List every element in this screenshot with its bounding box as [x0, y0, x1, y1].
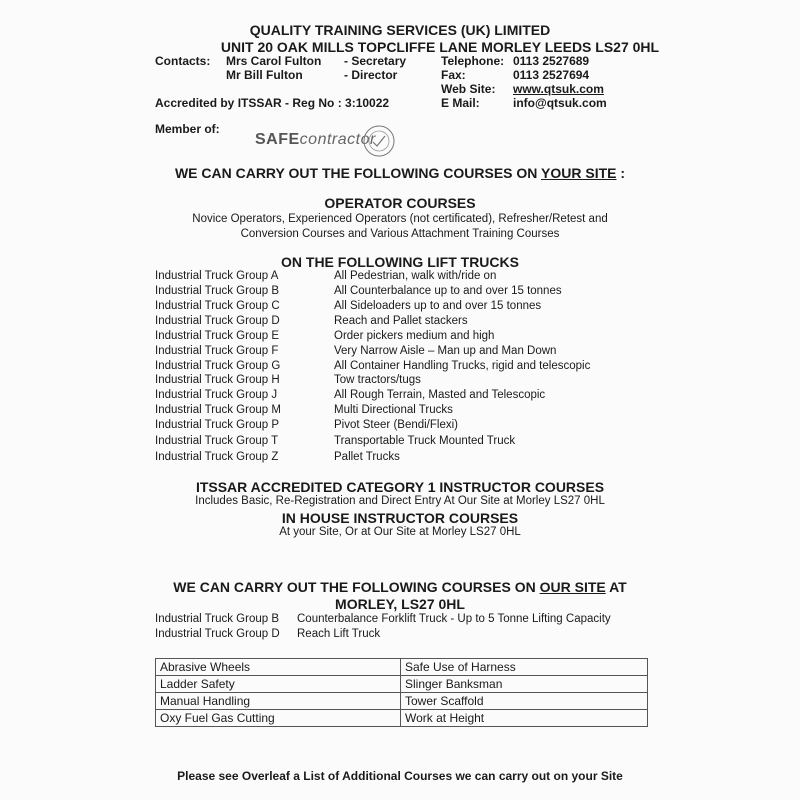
truck-group-name: Industrial Truck Group M [155, 404, 281, 416]
table-row [156, 693, 648, 710]
inhouse-courses-line: At your Site, Or at Our Site at Morley LS27 0HL [279, 526, 521, 538]
telephone-value: 0113 2527689 [513, 54, 590, 68]
itssar-courses-line: Includes Basic, Re-Registration and Direct Entry At Our Site at Morley LS27 0HL [195, 495, 605, 507]
our-site-group-name: Industrial Truck Group B [155, 613, 279, 625]
fax-label: Fax: [441, 68, 466, 82]
truck-group-desc: Order pickers medium and high [334, 330, 495, 342]
company-name: QUALITY TRAINING SERVICES (UK) LIMITED [249, 22, 551, 38]
truck-group-desc: All Rough Terrain, Masted and Telescopic [334, 389, 546, 401]
truck-group-desc: Transportable Truck Mounted Truck [334, 435, 516, 447]
table-row [156, 710, 648, 727]
safecontractor-logo-b: contractor [299, 131, 376, 148]
accreditation: Accredited by ITSSAR - Reg No : 3:10022 [155, 96, 390, 110]
fax-value: 0113 2527694 [513, 68, 590, 82]
contact-role-2: - Director [344, 68, 398, 82]
table-cell: Ladder Safety [156, 676, 401, 693]
contact-role-1: - Secretary [344, 54, 407, 68]
truck-group-desc: Pivot Steer (Bendi/Flexi) [334, 419, 458, 431]
truck-group-name: Industrial Truck Group B [155, 285, 279, 297]
telephone-label: Telephone: [441, 54, 505, 68]
contact-name-1: Mrs Carol Fulton [226, 54, 322, 68]
operator-courses-line2: Conversion Courses and Various Attachment Training Courses [240, 228, 560, 240]
email-label: E Mail: [441, 96, 480, 110]
truck-group-name: Industrial Truck Group Z [155, 451, 279, 463]
truck-group-name: Industrial Truck Group C [155, 300, 280, 312]
table-cell: Manual Handling [156, 693, 401, 710]
table-row [156, 676, 648, 693]
truck-group-desc: All Sideloaders up to and over 15 tonnes [334, 300, 542, 312]
truck-group-name: Industrial Truck Group T [155, 435, 279, 447]
itssar-courses-title: ITSSAR ACCREDITED CATEGORY 1 INSTRUCTOR COURSES [195, 479, 605, 495]
table-cell: Slinger Banksman [401, 676, 648, 693]
truck-group-desc: Reach and Pallet stackers [334, 315, 468, 327]
contact-name-2: Mr Bill Fulton [226, 68, 303, 82]
our-site-heading-line2: MORLEY, LS27 0HL [335, 596, 465, 612]
safecontractor-logo-a: SAFE [255, 131, 300, 148]
email-value[interactable]: info@qtsuk.com [513, 96, 607, 110]
truck-group-desc: Tow tractors/tugs [334, 374, 421, 386]
truck-group-desc: All Container Handling Trucks, rigid and telescopic [334, 360, 591, 372]
accreditation-seal-icon [362, 124, 396, 158]
our-site-group-desc: Counterbalance Forklift Truck - Up to 5 Tonne Lifting Capacity [297, 613, 611, 625]
truck-group-name: Industrial Truck Group A [155, 270, 279, 282]
table-cell: Oxy Fuel Gas Cutting [156, 710, 401, 727]
our-site-heading: WE CAN CARRY OUT THE FOLLOWING COURSES ON OUR SITE AT [173, 579, 627, 595]
table-cell: Safe Use of Harness [401, 659, 648, 676]
lift-trucks-title: ON THE FOLLOWING LIFT TRUCKS [281, 254, 519, 270]
website-link[interactable]: www.qtsuk.com [513, 82, 604, 96]
contacts-label: Contacts: [155, 54, 211, 68]
truck-group-name: Industrial Truck Group H [155, 374, 280, 386]
table-cell: Abrasive Wheels [156, 659, 401, 676]
truck-group-name: Industrial Truck Group D [155, 315, 280, 327]
truck-group-name: Industrial Truck Group G [155, 360, 281, 372]
website-label: Web Site: [441, 82, 496, 96]
truck-group-name: Industrial Truck Group F [155, 345, 279, 357]
operator-courses-title: OPERATOR COURSES [324, 195, 476, 211]
truck-group-name: Industrial Truck Group J [155, 389, 278, 401]
footer-note: Please see Overleaf a List of Additional Courses we can carry out on your Site [177, 769, 623, 783]
table-cell: Work at Height [401, 710, 648, 727]
our-site-group-name: Industrial Truck Group D [155, 628, 280, 640]
table-cell: Tower Scaffold [401, 693, 648, 710]
additional-courses-table [155, 658, 648, 727]
truck-group-desc: Pallet Trucks [334, 451, 400, 463]
company-address: UNIT 20 OAK MILLS TOPCLIFFE LANE MORLEY LEEDS LS27 0HL [220, 39, 660, 55]
your-site-heading: WE CAN CARRY OUT THE FOLLOWING COURSES ON YOUR SITE : [174, 165, 626, 181]
truck-group-name: Industrial Truck Group E [155, 330, 279, 342]
inhouse-courses-title: IN HOUSE INSTRUCTOR COURSES [281, 510, 519, 526]
safecontractor-logo [255, 131, 376, 149]
truck-group-desc: All Pedestrian, walk with/ride on [334, 270, 497, 282]
truck-group-name: Industrial Truck Group P [155, 419, 279, 431]
our-site-group-desc: Reach Lift Truck [297, 628, 381, 640]
truck-group-desc: Very Narrow Aisle – Man up and Man Down [334, 345, 557, 357]
truck-group-desc: Multi Directional Trucks [334, 404, 453, 416]
operator-courses-line1: Novice Operators, Experienced Operators (not certificated), Refresher/Retest and [192, 213, 608, 225]
member-label: Member of: [155, 122, 220, 136]
truck-group-desc: All Counterbalance up to and over 15 tonnes [334, 285, 562, 297]
table-row [156, 659, 648, 676]
